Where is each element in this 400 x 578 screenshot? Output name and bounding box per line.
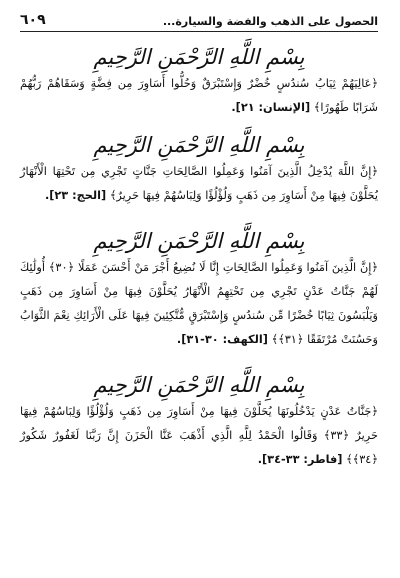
verse-section-3 xyxy=(20,226,378,352)
quran-verse xyxy=(20,72,378,120)
verse-citation: [الحج: ٢٣]. xyxy=(44,189,107,202)
verse-citation: [الكهف: ٣٠-٣١]. xyxy=(176,333,268,346)
verse-section-4 xyxy=(20,370,378,472)
verse-text: ﴿إِنَّ اللَّهَ يُدْخِلُ الَّذِينَ آمَنُوا وَعَمِلُوا الصَّالِحَاتِ جَنَّاتٍ تَجْرِي مِن تَحْتِهَا الْأَنْهَارُ يُحَلَّوْنَ فِيهَا مِنْ أَسَاوِرَ مِن ذَهَبٍ وَلُؤْلُؤًا وَلِبَاسُهُمْ فِيهَا حَرِيرٌ﴾ xyxy=(20,165,378,202)
basmala-heading: بِسْمِ اللَّهِ الرَّحْمَنِ الرَّحِيمِ xyxy=(93,229,305,253)
verse-section-1 xyxy=(20,42,378,120)
quran-verse xyxy=(20,256,378,352)
verse-citation: [فاطر: ٣٣-٣٤]. xyxy=(257,453,343,466)
verse-text: ﴿إِنَّ الَّذِينَ آمَنُوا وَعَمِلُوا الصَّالِحَاتِ إِنَّا لَا نُضِيعُ أَجْرَ مَنْ أَحْسَنَ عَمَلًا ﴿٣٠﴾ أُولَٰئِكَ لَهُمْ جَنَّاتُ عَدْنٍ تَجْرِي مِن تَحْتِهِمُ الْأَنْهَارُ يُحَلَّوْنَ فِيهَا مِنْ أَسَاوِرَ مِن ذَهَبٍ وَيَلْبَسُونَ ثِيَابًا خُضْرًا مِّن سُندُسٍ وَإِسْتَبْرَقٍ مُّتَّكِئِينَ فِيهَا عَلَى الْأَرَائِكِ نِعْمَ الثَّوَابُ وَحَسُنَتْ مُرْتَفَقًا ﴿٣١﴾﴾ xyxy=(20,261,378,346)
verse-text: ﴿عَالِيَهُمْ ثِيَابُ سُندُسٍ خُضْرٌ وَإِسْتَبْرَقٌ وَحُلُّوا أَسَاوِرَ مِن فِضَّةٍ وَسَقَاهُمْ رَبُّهُمْ شَرَابًا طَهُورًا﴾ xyxy=(20,77,378,114)
page-header xyxy=(20,6,378,28)
verse-text: ﴿جَنَّاتُ عَدْنٍ يَدْخُلُونَهَا يُحَلَّوْنَ فِيهَا مِنْ أَسَاوِرَ مِن ذَهَبٍ وَلُؤْلُؤًا وَلِبَاسُهُمْ فِيهَا حَرِيرٌ ﴿٣٣﴾ وَقَالُوا الْحَمْدُ لِلَّهِ الَّذِي أَذْهَبَ عَنَّا الْحَزَنَ إِنَّ رَبَّنَا لَغَفُورٌ شَكُورٌ ﴿٣٤﴾﴾ xyxy=(20,405,378,466)
verse-section-2 xyxy=(20,130,378,208)
basmala-heading: بِسْمِ اللَّهِ الرَّحْمَنِ الرَّحِيمِ xyxy=(93,45,305,69)
running-title: الحصول على الذهب والفضة والسيارة... xyxy=(162,15,378,28)
page-number: ٦٠٩ xyxy=(20,12,46,28)
quran-verse xyxy=(20,160,378,208)
header-rule xyxy=(20,31,378,32)
basmala-heading: بِسْمِ اللَّهِ الرَّحْمَنِ الرَّحِيمِ xyxy=(93,373,305,397)
quran-verse xyxy=(20,400,378,472)
basmala-heading: بِسْمِ اللَّهِ الرَّحْمَنِ الرَّحِيمِ xyxy=(93,133,305,157)
verse-citation: [الإنسان: ٢١]. xyxy=(231,101,311,114)
